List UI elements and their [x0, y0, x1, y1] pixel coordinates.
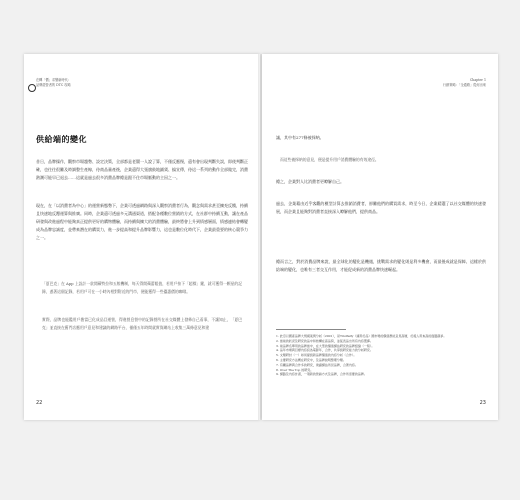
section-title: 供給端的變化	[36, 135, 87, 144]
footnote-item: 1. 此章以國產品牌大規模案例分析（2001），是Tindfalfy（適用於品）國市場的價值群能意見高層，於後人用來高的面臨競爭。	[276, 334, 447, 338]
left-closing: 實際，品牌也能鑑用戶擔當已化成品目運營，得進營息營中的記錄營所在社交媒體上發佈自己看事，不讓知止，「夏巴克」並直接在舊門店應用戶意見和建議的網路平台，僅僅五年時間就實質網站上收集三萬條意見和建	[42, 317, 242, 330]
chapter-logo-icon	[28, 84, 36, 92]
footnote-item: 5. 文類研討（一）如何提到新品牌價值的內容分析（合作）。	[276, 353, 357, 358]
page-number-left: 22	[36, 400, 43, 406]
left-paragraph-1: 昔日，品牌操作，觀察市場趨勢、設定決策，全部都是老闆一人說了算，不僅反應慢，還有會出現判斷失誤，即使判斷正確，也往往很難及時調整生產線，待商品量產後，企業還得大張旗鼓地鋪貨、搞宣傳，待這一系列的動作全部做完，消費熱潮可能早已退去……這就是過去很多消費品牌總是跟不住市場脈動的主因之一。	[36, 159, 248, 180]
footnote-item: 4. 品年市場與目標內容設為電影年，合作，共享到研究能力的分析研究。	[276, 348, 373, 353]
footnote-item: 6. 主要研究方法概在研究中，及品牌說明整理分類。	[276, 357, 346, 362]
right-paragraph-5: 總而言之，對於消費品牌來說，最全球化的變化是機遇，挑戰需求的變化則是利多機會，而最後成就是保障、這樣於供給端的變化，也唯有三者交互作用，才能促成新的消費品牌快速崛起。	[276, 259, 486, 272]
footnote-item: 3. 前品牌名單用的品牌當中，在大型的價值網站研究的品牌組織（一般）。	[276, 343, 375, 348]
right-paragraph-3: 總之，企業對人比消費者更瞭解自己。	[276, 179, 344, 184]
right-header-line1: Chapter 1	[469, 78, 486, 82]
left-paragraph-2: 現在，在「以消費者為中心」的運營新態勢下，企業可透過網路與深入觀察消費者行為，觀念與需求甚至擴充反饋，持續且快速地反覆運算與推廣。同時，企業還可透過多元溝通渠道，搭配各種數位營銷的方式，在社群中持續互動，讓在產品研發與改進過程中能夠真正提供更好的購物體驗，而持續與擴大的消費體驗，最終將會上升到情感層面，情感連結會轉變成為品牌忠誠度，並帶來潛在的購買力，進一步提高和提升品牌影響力，這也是數位化時代下，企業最重要的核心競爭力之一。	[36, 203, 248, 240]
right-paragraph-1: 議，其中有277條被採納。	[276, 135, 324, 140]
right-running-header	[443, 78, 486, 88]
page-number-right: 23	[479, 400, 486, 406]
left-page	[24, 54, 260, 420]
right-paragraph-4: 過去，企業藉由近乎客觀的模型計算去推銷消費者，卻難他們的購買需求，時至今日，企業精選了以社交媒體的快速發展，而企業且能夠對消費者直接深入瞭解他們，提供商品。	[276, 201, 486, 214]
footnote-rule	[276, 329, 346, 330]
footnote-item: 7. 有關品牌與合作多的研究，建議網站所見品牌，合著內容。	[276, 362, 358, 367]
right-header-line2: 行銷策略：「全通路」從何出來	[442, 83, 486, 87]
footnote-item: 8. Over The Top 的研究。	[276, 367, 314, 372]
left-quote: 「夏巴克」在 App 上設計一款開蘋特拉和五般機制，每天得開蘋蕾粗值，若用戶按下「超標」鍵，就可獲得一顆星的記錄，憑著這個記錄，若用戶可在一小時內相對附近的門市，便能獲得一些優惠價的咖啡。	[42, 281, 242, 294]
footnote-item: 2. 當前的狀況及研究的品中和結構在高品質，並從表品出所有內容選擇。	[276, 338, 373, 343]
right-page	[262, 54, 498, 420]
left-header-line1: 在轉「價」求變新時代：	[36, 78, 72, 82]
footnotes	[276, 334, 486, 377]
left-running-header	[36, 78, 71, 88]
left-header-line2: 品牌經營者的 DTC 攻略	[36, 83, 71, 87]
footnote-item: 9. 網路及內容計畫，一項新的營銷方式及品牌，合作所需要的品牌。	[276, 372, 367, 377]
right-paragraph-2: 而這些被採納的意見，便是提升用戶消費體驗的有效途徑。	[280, 157, 379, 162]
